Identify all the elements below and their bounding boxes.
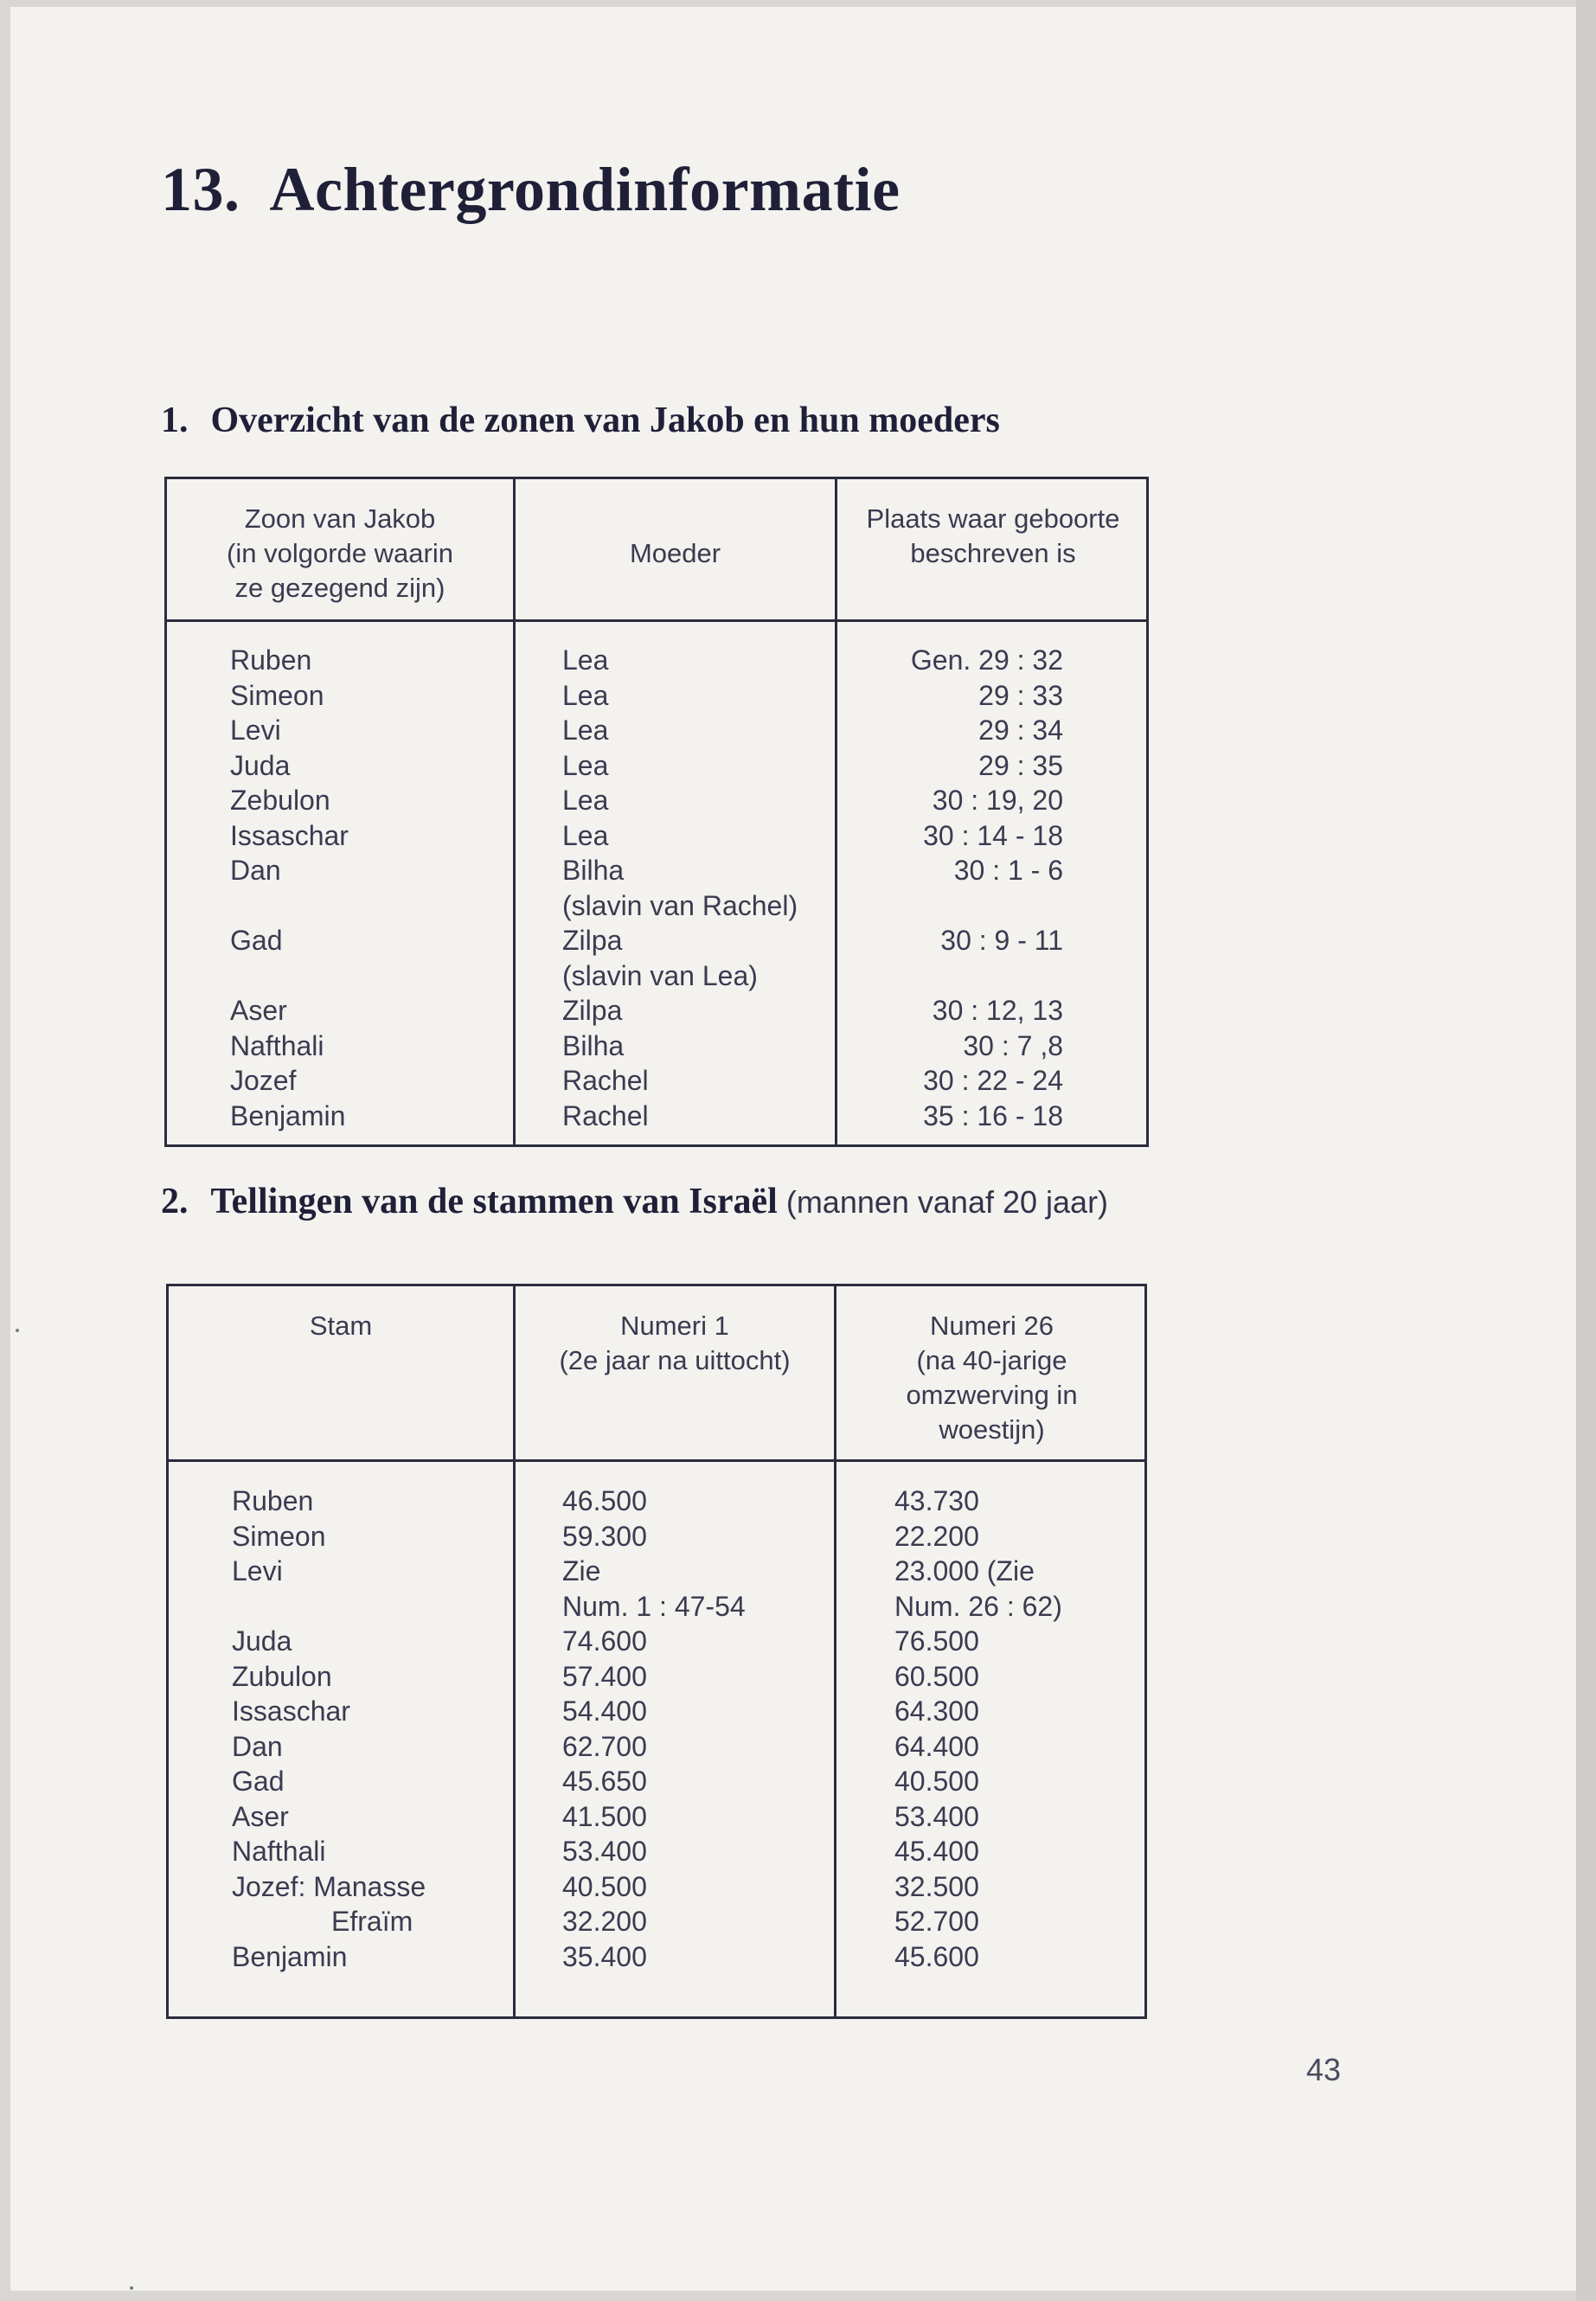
son-cell: Benjamin [230,1099,346,1131]
son-column [230,643,349,1133]
place-cell: 35 : 16 - 18 [923,1099,1063,1131]
son-cell: Aser [230,995,287,1026]
header-divider [169,1459,1144,1462]
tribe-cell: Nafthali [232,1836,326,1867]
numeri-1-cell: 62.700 [562,1730,647,1762]
son-cell: Nafthali [230,1029,324,1061]
numeri-1-cell: Num. 1 : 47-54 [562,1590,746,1622]
place-cell: 29 : 33 [978,679,1063,711]
section1-title: Overzicht van de zonen van Jakob en hun moeders [210,401,1000,440]
tribe-column [232,1484,426,1974]
numeri-26-cell: Num. 26 : 62) [894,1590,1062,1622]
numeri-1-cell: 59.300 [562,1520,647,1552]
numeri-1-cell: 57.400 [562,1660,647,1692]
place-cell: 29 : 35 [978,749,1063,781]
mother-cell: Lea [562,785,609,816]
son-cell [230,888,349,924]
numeri-1-cell: Zie [562,1555,601,1586]
census-table [166,1284,1147,2019]
tribe-cell: Issaschar [232,1695,350,1727]
mother-cell: Bilha [562,1029,625,1061]
header-line: ze gezegend zijn) [234,573,445,603]
place-cell: 30 : 1 - 6 [953,855,1063,886]
numeri-26-column [894,1484,1062,1974]
column-divider [513,1286,516,2016]
header-line: (na 40-jarige [916,1345,1067,1375]
place-cell: 30 : 14 - 18 [923,819,1063,851]
mother-cell: Zilpa [562,995,623,1026]
place-cell: 29 : 34 [978,715,1063,746]
section1-number: 1. [161,401,189,440]
mother-cell: (slavin van Rachel) [562,889,798,921]
mother-cell: Rachel [562,1065,649,1096]
section2-note: (mannen vanaf 20 jaar) [785,1184,1109,1220]
son-cell: Issaschar [230,819,349,851]
header-line: Plaats waar geboorte [866,503,1120,534]
numeri-26-cell: 60.500 [894,1660,979,1692]
numeri-1-cell: 46.500 [562,1485,647,1516]
header-divider [167,619,1146,622]
mother-cell: Lea [562,715,609,746]
son-cell: Dan [230,855,281,886]
place-cell: 30 : 7 ,8 [963,1029,1063,1061]
son-cell: Juda [230,749,291,781]
column-divider [835,479,837,1144]
numeri-26-cell: 22.200 [894,1520,979,1552]
sons-table [164,477,1149,1147]
numeri-26-cell: 43.730 [894,1485,979,1516]
section2-title: Tellingen van de stammen van Israël [210,1182,778,1221]
numeri-26-cell: 64.300 [894,1695,979,1727]
speck [130,2286,133,2290]
header-line: Numeri 26 [930,1311,1054,1341]
header-son [167,502,513,606]
header-tribe: Stam [309,1311,373,1341]
header-line: beschreven is [910,538,1076,568]
place-cell: 30 : 9 - 11 [940,925,1063,956]
section1-heading [161,400,1000,441]
numeri-26-cell: 23.000 (Zie [894,1555,1035,1586]
place-cell: 30 : 19, 20 [932,785,1063,816]
tribe-cell: Ruben [232,1485,314,1516]
numeri-1-column [562,1484,746,1974]
son-cell [230,958,349,994]
mother-cell: Rachel [562,1099,649,1131]
mother-cell: Bilha [562,855,625,886]
numeri-1-cell: 35.400 [562,1940,647,1972]
section2-number: 2. [161,1182,189,1221]
place-cell: 30 : 22 - 24 [923,1065,1063,1096]
numeri-26-cell: 45.600 [894,1940,979,1972]
mother-cell: Lea [562,749,609,781]
speck [16,1329,19,1332]
chapter-heading [161,154,901,226]
tribe-cell [232,1589,426,1625]
header-line: woestijn) [939,1414,1045,1445]
column-divider [513,479,516,1144]
tribe-cell: Jozef: Manasse [232,1870,426,1902]
header-line: (2e jaar na uittocht) [559,1345,791,1375]
numeri-1-cell: 45.650 [562,1766,647,1797]
son-cell: Jozef [230,1065,297,1096]
mother-column [562,643,798,1133]
son-cell: Simeon [230,679,324,711]
header-numeri-26 [836,1309,1147,1447]
header-line: Zoon van Jakob [244,503,436,534]
numeri-26-cell: 76.500 [894,1625,979,1657]
mother-cell: Lea [562,819,609,851]
page-edge [1576,0,1596,2301]
place-cell [911,888,1063,924]
son-cell: Ruben [230,644,312,676]
tribe-cell: Levi [232,1555,283,1586]
tribe-cell: Gad [232,1766,285,1797]
numeri-26-cell: 32.500 [894,1870,979,1902]
header-place [837,502,1149,571]
numeri-1-cell: 41.500 [562,1800,647,1832]
numeri-26-cell: 40.500 [894,1766,979,1797]
mother-cell: Lea [562,644,609,676]
section2-heading [161,1181,1108,1222]
numeri-1-cell: 53.400 [562,1836,647,1867]
tribe-cell: Efraïm [331,1906,413,1937]
tribe-cell: Juda [232,1625,292,1657]
tribe-cell: Zubulon [232,1660,332,1692]
numeri-26-cell: 64.400 [894,1730,979,1762]
numeri-1-cell: 32.200 [562,1906,647,1937]
numeri-1-cell: 40.500 [562,1870,647,1902]
son-cell: Gad [230,925,283,956]
header-numeri-1 [516,1309,834,1378]
tribe-cell: Dan [232,1730,283,1762]
numeri-26-cell: 53.400 [894,1800,979,1832]
chapter-number: 13. [161,155,240,224]
header-line: omzwerving in [906,1380,1078,1410]
page-number: 43 [1306,2052,1342,2087]
header-line: (in volgorde waarin [227,538,453,568]
mother-cell: Lea [562,679,609,711]
mother-cell: Zilpa [562,925,623,956]
mother-cell: (slavin van Lea) [562,959,758,991]
numeri-1-cell: 74.600 [562,1625,647,1657]
tribe-cell: Benjamin [232,1940,348,1972]
numeri-1-cell: 54.400 [562,1695,647,1727]
son-cell: Levi [230,715,281,746]
chapter-title: Achtergrondinformatie [269,155,901,224]
header-mother: Moeder [629,538,721,568]
son-cell: Zebulon [230,785,330,816]
numeri-26-cell: 52.700 [894,1906,979,1937]
place-cell [911,958,1063,994]
tribe-cell: Aser [232,1800,289,1832]
place-cell: Gen. 29 : 32 [910,644,1063,676]
place-column [911,643,1063,1133]
header-line: Numeri 1 [620,1311,729,1341]
tribe-cell: Simeon [232,1520,326,1552]
numeri-26-cell: 45.400 [894,1836,979,1867]
place-cell: 30 : 12, 13 [932,995,1063,1026]
